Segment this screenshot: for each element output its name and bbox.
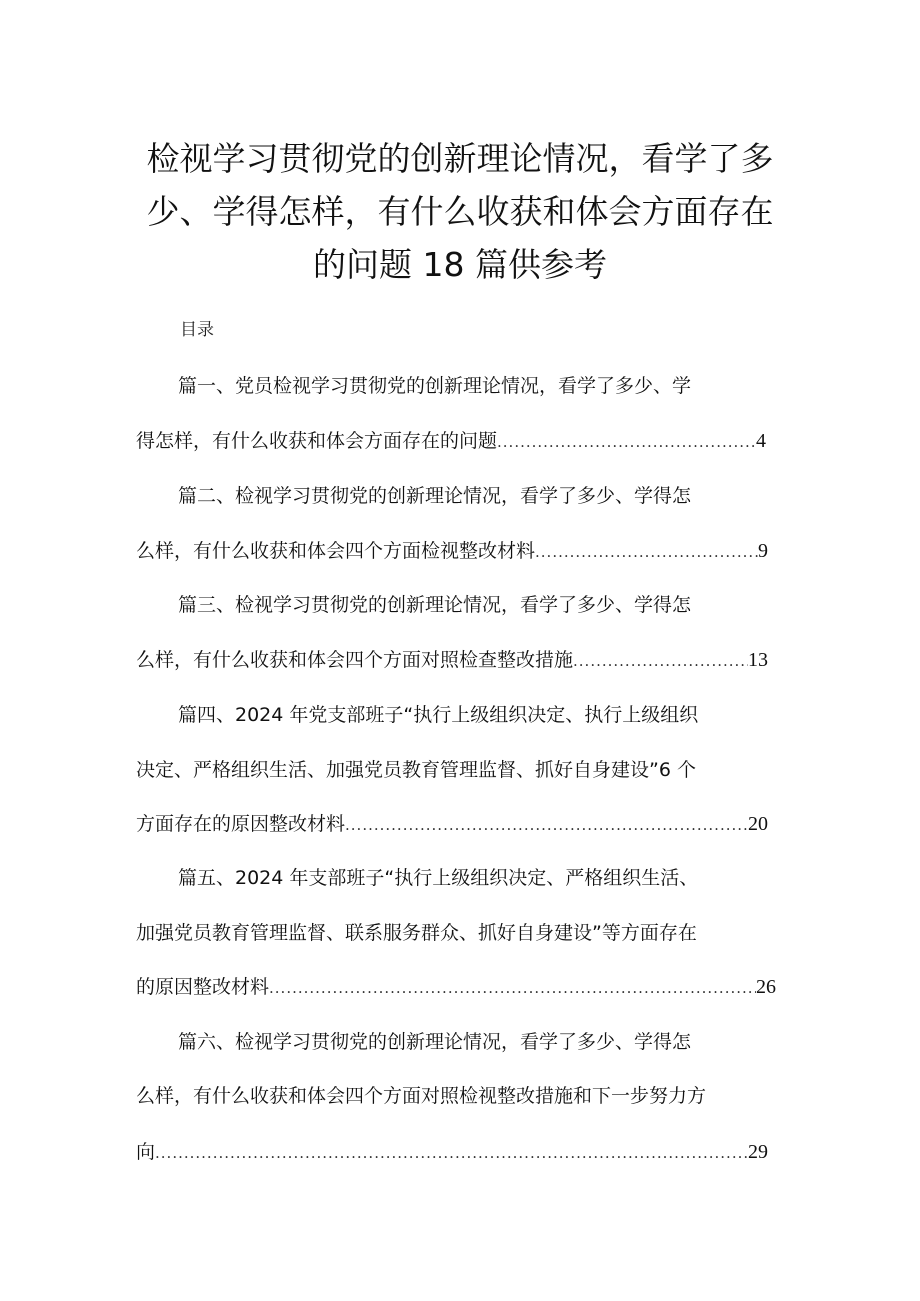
- toc-entry-5-line-1: 篇五、2024 年支部班子“执行上级组织决定、严格组织生活、: [178, 867, 699, 889]
- toc-entry-6-line-2: 么样，有什么收获和体会四个方面对照检视整改措施和下一步努力方: [136, 1085, 707, 1107]
- toc-entry-3-line-1: 篇三、检视学习贯彻党的创新理论情况，看学了多少、学得怎: [178, 594, 692, 616]
- toc-leader-dots: [269, 974, 756, 1002]
- toc-leader-dots: [573, 647, 748, 675]
- toc-entry-3-page: 13: [748, 649, 768, 671]
- toc-entry-1-last-line[interactable]: [136, 427, 766, 456]
- toc-entry-3-last-line[interactable]: [136, 646, 768, 675]
- toc-entry-2-line-1: 篇二、检视学习贯彻党的创新理论情况，看学了多少、学得怎: [178, 485, 692, 507]
- toc-entry-6-line-3: 向: [136, 1141, 156, 1163]
- toc-entry-6-last-line[interactable]: [136, 1138, 768, 1167]
- toc-entry-1-line-1: 篇一、党员检视学习贯彻党的创新理论情况，看学了多少、学: [178, 375, 692, 397]
- toc-leader-dots: [535, 538, 758, 566]
- toc-entry-4-line-3: 方面存在的原因整改材料: [136, 813, 346, 835]
- toc-entry-2-page: 9: [758, 540, 768, 562]
- toc-entry-6-page: 29: [748, 1141, 768, 1163]
- title-line-1: 检视学习贯彻党的创新理论情况，看学了多: [146, 139, 774, 178]
- toc-leader-dots: [155, 1139, 748, 1167]
- title-line-2: 少、学得怎样，有什么收获和体会方面存在: [146, 192, 774, 231]
- toc-entry-4-page: 20: [748, 813, 768, 835]
- toc-leader-dots: [497, 428, 756, 456]
- toc-entry-1-line-2: 得怎样，有什么收获和体会方面存在的问题: [136, 430, 498, 452]
- toc-entry-3-line-2: 么样，有什么收获和体会四个方面对照检查整改措施: [136, 649, 574, 671]
- toc-entry-5-last-line[interactable]: [136, 973, 776, 1002]
- toc-entry-5-page: 26: [756, 976, 776, 998]
- toc-entry-4-line-1: 篇四、2024 年党支部班子“执行上级组织决定、执行上级组织: [178, 704, 699, 726]
- toc-entry-5-line-3: 的原因整改材料: [136, 976, 270, 998]
- toc-heading: 目录: [180, 320, 214, 340]
- toc-entry-2-last-line[interactable]: [136, 537, 768, 566]
- toc-entry-5-line-2: 加强党员教育管理监督、联系服务群众、抓好自身建设”等方面存在: [136, 922, 697, 944]
- toc-entry-1-page: 4: [756, 430, 766, 452]
- toc-leader-dots: [345, 811, 748, 839]
- toc-entry-6-line-1: 篇六、检视学习贯彻党的创新理论情况，看学了多少、学得怎: [178, 1031, 692, 1053]
- toc-entry-4-line-2: 决定、严格组织生活、加强党员教育管理监督、抓好自身建设”6 个: [136, 759, 696, 781]
- title-line-3: 的问题 18 篇供参考: [313, 245, 607, 284]
- toc-entry-4-last-line[interactable]: [136, 810, 768, 839]
- toc-entry-2-line-2: 么样，有什么收获和体会四个方面检视整改材料: [136, 540, 536, 562]
